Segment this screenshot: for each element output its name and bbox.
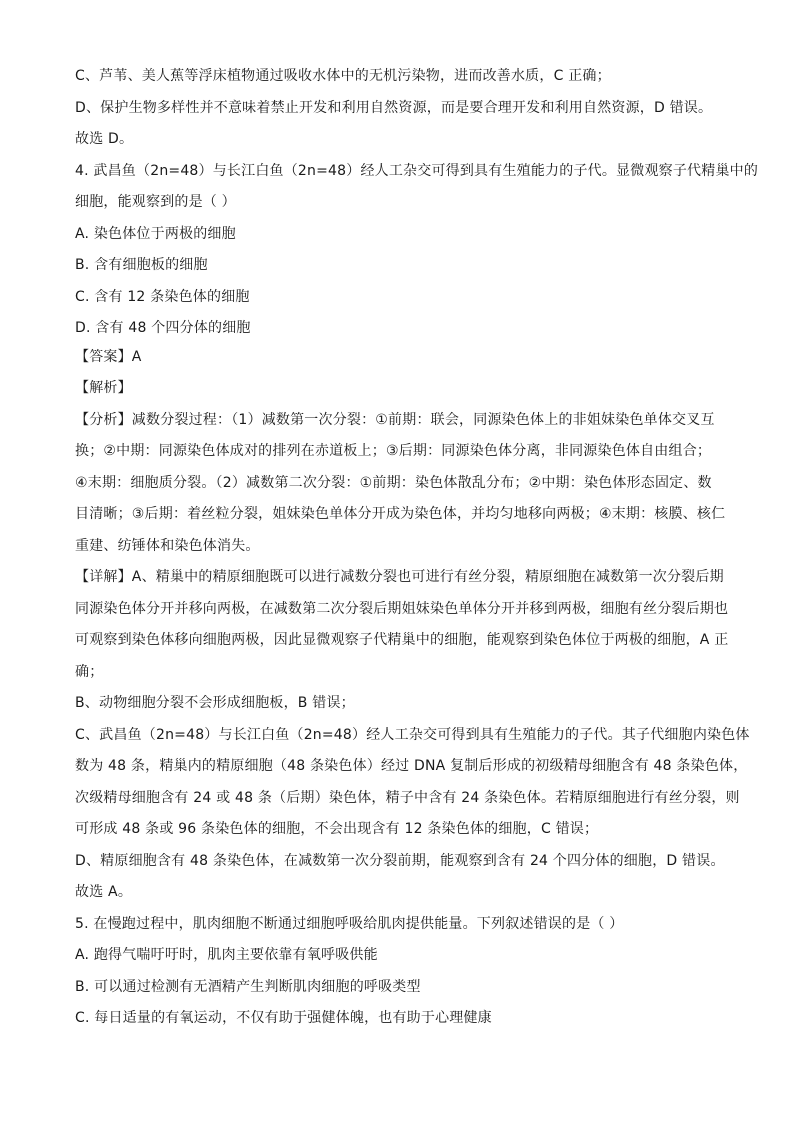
detail-text: 确； [75,664,104,680]
option-b: B. 含有细胞板的细胞 [75,257,208,273]
conclusion-text: 故选 A。 [75,884,133,900]
option-a: A. 跑得气喘吁吁时，肌肉主要依靠有氧呼吸供能 [75,947,378,963]
detail-text: 【详解】A、精巢中的精原细胞既可以进行减数分裂也可进行有丝分裂，精原细胞在减数第一次分裂后期 [75,569,724,585]
option-c: C. 每日适量的有氧运动，不仅有助于强健体魄，也有助于心理健康 [75,1010,492,1026]
text-line: D、保护生物多样性并不意味着禁止开发和利用自然资源，而是要合理开发和利用自然资源，D 错误。 [75,100,713,116]
analysis-text: 【分析】减数分裂过程：（1）减数第一次分裂：①前期：联会，同源染色体上的非姐妹染色单体交叉互 [75,412,715,428]
detail-text: B、动物细胞分裂不会形成细胞板，B 错误； [75,695,355,711]
answer-label: 【答案】A [75,349,142,365]
detail-text: 可形成 48 条或 96 条染色体的细胞，不会出现含有 12 条染色体的细胞，C 错误； [75,821,599,837]
question-4-stem-cont: 细胞，能观察到的是（ ） [75,194,236,210]
detail-text: D、精原细胞含有 48 条染色体，在减数第一次分裂前期，能观察到含有 24 个四分体的细胞，D 错误。 [75,853,725,869]
question-5-stem: 5. 在慢跑过程中，肌肉细胞不断通过细胞呼吸给肌肉提供能量。下列叙述错误的是（ ） [75,916,624,932]
detail-text: 可观察到染色体移向细胞两极，因此显微观察子代精巢中的细胞，能观察到染色体位于两极的细胞，A 正 [75,632,729,648]
analysis-text: ④末期：细胞质分裂。（2）减数第二次分裂：①前期：染色体散乱分布；②中期：染色体形态固定、数 [75,475,712,491]
option-c: C. 含有 12 条染色体的细胞 [75,289,250,305]
detail-text: 次级精母细胞含有 24 或 48 条（后期）染色体，精子中含有 24 条染色体。若精原细胞进行有丝分裂，则 [75,790,740,806]
text-line: C、芦苇、美人蕉等浮床植物通过吸收水体中的无机污染物，进而改善水质，C 正确； [75,68,611,84]
question-4-stem: 4. 武昌鱼（2n=48）与长江白鱼（2n=48）经人工杂交可得到具有生殖能力的子代。显微观察子代精巢中的 [75,163,759,179]
text-line: 故选 D。 [75,131,134,147]
option-a: A. 染色体位于两极的细胞 [75,226,236,242]
option-d: D. 含有 48 个四分体的细胞 [75,320,251,336]
detail-text: 同源染色体分开并移向两极，在减数第二次分裂后期姐妹染色单体分开并移到两极，细胞有丝分裂后期也 [75,601,729,617]
analysis-text: 重建、纺锤体和染色体消失。 [75,538,260,554]
option-b: B. 可以通过检测有无酒精产生判断肌肉细胞的呼吸类型 [75,979,421,995]
analysis-text: 换；②中期：同源染色体成对的排列在赤道板上；③后期：同源染色体分离，非同源染色体自由组合； [75,443,712,459]
analysis-label: 【解析】 [75,380,132,396]
analysis-text: 目清晰；③后期：着丝粒分裂，姐妹染色单体分开成为染色体，并均匀地移向两极；④末期：核膜、核仁 [75,506,726,522]
detail-text: C、武昌鱼（2n=48）与长江白鱼（2n=48）经人工杂交可得到具有生殖能力的子代。其子代细胞内染色体 [75,727,750,743]
detail-text: 数为 48 条，精巢内的精原细胞（48 条染色体）经过 DNA 复制后形成的初级精母细胞含有 48 条染色体， [75,758,748,774]
